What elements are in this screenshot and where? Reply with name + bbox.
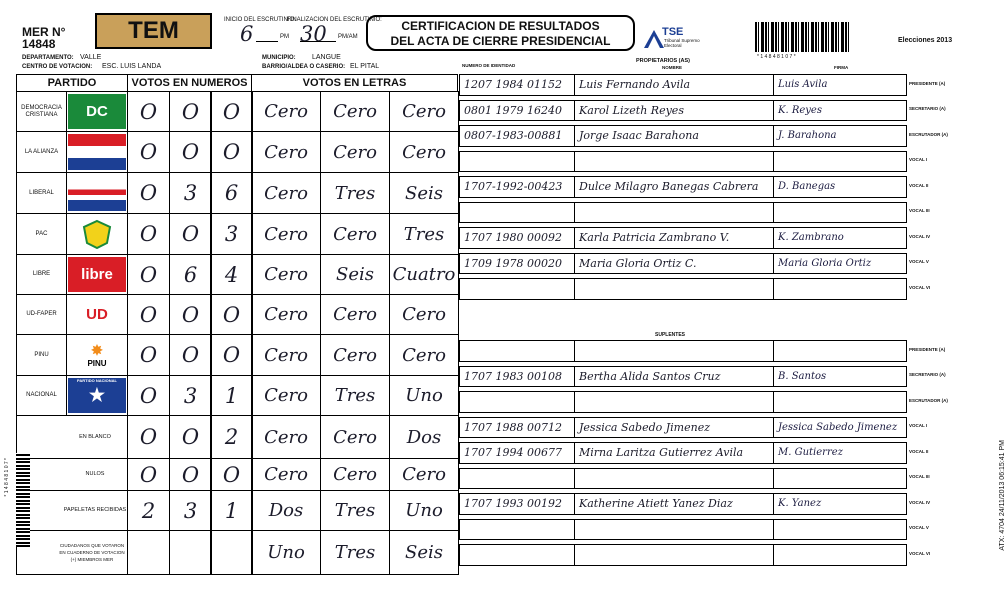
party-logo-2 xyxy=(66,172,128,214)
member-row xyxy=(459,519,929,545)
member-row xyxy=(459,391,948,417)
member-sign xyxy=(773,468,907,490)
party-logo-6: ✸ PINU xyxy=(66,334,128,376)
vote-digit: O xyxy=(127,375,170,416)
member-sign: Maria Gloria Ortiz xyxy=(773,253,907,275)
col-votos-letras: VOTOS EN LETRAS xyxy=(251,74,458,92)
vote-word: Uno xyxy=(389,375,459,416)
member-id: 1707-1992-00423 xyxy=(459,176,575,198)
vote-word: Tres xyxy=(320,375,390,416)
vote-word: Cero xyxy=(251,458,321,491)
member-role: VOCAL IV xyxy=(909,233,931,239)
vote-digit: O xyxy=(169,415,212,459)
member-id: 1707 1993 00192 xyxy=(459,493,575,515)
member-name: Katherine Atiett Yanez Diaz xyxy=(574,493,774,515)
vote-word: Tres xyxy=(320,490,390,531)
vote-word: Tres xyxy=(320,172,390,214)
row-name-7: NACIONAL xyxy=(16,375,67,416)
tem-box: TEM xyxy=(95,13,212,49)
member-row xyxy=(459,74,946,100)
row-name-10: PAPELETAS RECIBIDAS xyxy=(16,490,128,531)
centro-value: ESC. LUIS LANDA xyxy=(102,63,162,70)
member-sign xyxy=(773,519,907,541)
vote-digit: 6 xyxy=(210,172,253,214)
signatures-table xyxy=(459,72,948,588)
party-logo-1 xyxy=(66,131,128,173)
vote-digit: O xyxy=(127,91,170,132)
member-role: VOCAL V xyxy=(909,525,929,531)
barcode-top-number: * 1 4 8 4 8 1 0 7 * xyxy=(757,54,796,60)
member-role: VOCAL III xyxy=(909,208,930,214)
tse-logo: TSE Tribunal Supremo Electoral xyxy=(640,26,710,52)
member-role: VOCAL VI xyxy=(909,284,931,290)
vote-word: Tres xyxy=(389,213,459,255)
member-sign xyxy=(773,544,907,566)
vote-word: Cero xyxy=(251,375,321,416)
member-row xyxy=(459,468,930,494)
party-logo-5 xyxy=(66,294,128,335)
vote-digit: O xyxy=(127,415,170,459)
vote-digit: O xyxy=(169,294,212,335)
nombre-label: NOMBRE xyxy=(662,65,682,70)
vote-digit: 6 xyxy=(169,254,212,295)
member-role: PRESIDENTE (A) xyxy=(909,80,946,86)
vote-digit: O xyxy=(169,213,212,255)
vote-word: Cero xyxy=(251,334,321,376)
vote-digit: O xyxy=(210,294,253,335)
member-sign xyxy=(773,391,907,413)
row-name-11: CIUDADANOS QUE VOTARON EN CUADERNO DE VOTACION (+) MIEMBROS MER xyxy=(16,530,128,575)
member-name xyxy=(574,519,774,541)
member-row xyxy=(459,176,929,202)
member-sign: M. Gutierrez xyxy=(773,442,907,464)
municipio-label: MUNICIPIO: xyxy=(262,55,296,61)
member-sign: Luis Avila xyxy=(773,74,907,96)
mer-number: MER N° 14848 xyxy=(22,25,66,51)
pm-label: PM xyxy=(280,34,289,40)
member-sign: Jessica Sabedo Jimenez xyxy=(773,417,907,439)
vote-digit: O xyxy=(127,131,170,173)
vote-grid xyxy=(16,74,458,588)
member-row xyxy=(459,278,931,304)
row-name-9: NULOS xyxy=(16,458,128,491)
member-row xyxy=(459,202,930,228)
inicio-label: INICIO DEL ESCRUTINIO: xyxy=(224,17,296,23)
member-role: VOCAL II xyxy=(909,182,929,188)
vote-word: Seis xyxy=(389,172,459,214)
member-role: VOCAL II xyxy=(909,448,929,454)
vote-digit: O xyxy=(127,458,170,491)
vote-word: Cero xyxy=(251,172,321,214)
vote-digit: O xyxy=(169,131,212,173)
vote-digit: O xyxy=(127,334,170,376)
vote-digit: O xyxy=(169,458,212,491)
vote-word: Cero xyxy=(389,458,459,491)
vote-digit: 3 xyxy=(169,490,212,531)
member-role: SECRETARIO (A) xyxy=(909,372,946,378)
member-sign xyxy=(773,202,907,224)
member-sign xyxy=(773,151,907,173)
member-name: Bertha Alida Santos Cruz xyxy=(574,366,774,388)
vote-word: Cero xyxy=(320,294,390,335)
member-role: VOCAL III xyxy=(909,474,930,480)
vote-word: Cero xyxy=(320,131,390,173)
member-sign: K. Reyes xyxy=(773,100,907,122)
vote-word: Uno xyxy=(251,530,321,575)
side-stamp: ATX: 4704 24/11/2013 06:15:41 PM xyxy=(999,440,1006,551)
member-sign: J. Barahona xyxy=(773,125,907,147)
member-id: 1707 1983 00108 xyxy=(459,366,575,388)
vote-word: Cero xyxy=(251,213,321,255)
member-id: 0801 1979 16240 xyxy=(459,100,575,122)
party-logo-text-6: PINU xyxy=(87,359,107,368)
party-logo-text-5: UD xyxy=(86,306,108,323)
vote-digit: O xyxy=(127,172,170,214)
member-name xyxy=(574,278,774,300)
numero-identidad-label: NUMERO DE IDENTIDAD xyxy=(462,63,516,68)
member-id: 1709 1978 00020 xyxy=(459,253,575,275)
vote-word: Cero xyxy=(320,458,390,491)
vote-word: Cero xyxy=(251,294,321,335)
barcode-left xyxy=(16,453,30,547)
col-votos-numeros: VOTOS EN NUMEROS xyxy=(127,74,252,92)
member-id xyxy=(459,519,575,541)
member-id xyxy=(459,151,575,173)
vote-word: Cero xyxy=(251,131,321,173)
party-logo-0 xyxy=(66,91,128,132)
member-id xyxy=(459,340,575,362)
member-name xyxy=(574,391,774,413)
member-sign: K. Zambrano xyxy=(773,227,907,249)
party-logo-text-4: libre xyxy=(81,266,113,283)
member-row xyxy=(459,417,928,443)
vote-word: Cero xyxy=(320,334,390,376)
centro-label: CENTRO DE VOTACION: xyxy=(22,64,93,70)
vote-digit: 1 xyxy=(210,375,253,416)
vote-word: Cero xyxy=(389,91,459,132)
vote-digit: 1 xyxy=(210,490,253,531)
member-id xyxy=(459,278,575,300)
row-name-2: LIBERAL xyxy=(16,172,67,214)
member-name xyxy=(574,202,774,224)
vote-digit: O xyxy=(127,254,170,295)
member-name: Jorge Isaac Barahona xyxy=(574,125,774,147)
member-id xyxy=(459,391,575,413)
member-row xyxy=(459,366,946,392)
vote-word: Cero xyxy=(251,91,321,132)
vote-digit: O xyxy=(210,131,253,173)
vote-digit: O xyxy=(210,91,253,132)
member-row xyxy=(459,442,929,468)
member-role: VOCAL V xyxy=(909,259,929,265)
vote-digit: O xyxy=(210,334,253,376)
member-id xyxy=(459,202,575,224)
member-id: 1707 1980 00092 xyxy=(459,227,575,249)
firma-label: FIRMA xyxy=(834,65,849,70)
member-sign: K. Yanez xyxy=(773,493,907,515)
vote-word: Cero xyxy=(320,415,390,459)
row-name-6: PINU xyxy=(16,334,67,376)
member-row xyxy=(459,151,928,177)
member-name: Karol Lizeth Reyes xyxy=(574,100,774,122)
departamento-value: VALLE xyxy=(80,54,102,61)
member-role: SECRETARIO (A) xyxy=(909,106,946,112)
member-name xyxy=(574,151,774,173)
vote-word: Dos xyxy=(251,490,321,531)
member-sign: B. Santos xyxy=(773,366,907,388)
vote-word: Seis xyxy=(389,530,459,575)
vote-digit: 3 xyxy=(169,172,212,214)
row-name-5: UD-FAPER xyxy=(16,294,67,335)
member-role: VOCAL IV xyxy=(909,499,931,505)
vote-digit: 3 xyxy=(210,213,253,255)
member-role: PRESIDENTE (A) xyxy=(909,346,946,352)
suplentes-label: SUPLENTES xyxy=(655,332,686,338)
document-title: CERTIFICACION DE RESULTADOS DEL ACTA DE CIERRE PRESIDENCIAL xyxy=(366,15,635,51)
party-logo-7: PARTIDO NACIONAL ★ xyxy=(66,375,128,416)
vote-word: Cero xyxy=(320,213,390,255)
member-row xyxy=(459,544,931,570)
member-name xyxy=(574,468,774,490)
finalizacion-label: FINALIZACION DEL ESCRUTINIO: xyxy=(287,17,382,23)
member-role: VOCAL I xyxy=(909,423,928,429)
vote-word: Tres xyxy=(320,530,390,575)
member-role: VOCAL I xyxy=(909,157,928,163)
member-row xyxy=(459,253,929,279)
pm-am-label: PM/AM xyxy=(338,34,358,40)
vote-word: Cero xyxy=(320,91,390,132)
member-name: Karla Patricia Zambrano V. xyxy=(574,227,774,249)
vote-word: Cuatro xyxy=(389,254,459,295)
propietarios-label: PROPIETARIOS (AS) xyxy=(636,58,690,64)
member-name: Luis Fernando Avila xyxy=(574,74,774,96)
barrio-value: EL PITAL xyxy=(350,63,380,70)
member-id: 1707 1994 00677 xyxy=(459,442,575,464)
member-name: Mirna Laritza Gutierrez Avila xyxy=(574,442,774,464)
member-name xyxy=(574,544,774,566)
member-id: 0807-1983-00881 xyxy=(459,125,575,147)
vote-word: Cero xyxy=(389,294,459,335)
row-name-3: PAC xyxy=(16,213,67,255)
member-id xyxy=(459,468,575,490)
vote-word: Seis xyxy=(320,254,390,295)
inicio-hour: 6 xyxy=(240,22,254,46)
vote-digit: 4 xyxy=(210,254,253,295)
vote-word: Cero xyxy=(389,334,459,376)
vote-digit: O xyxy=(169,334,212,376)
elecciones-logo: Elecciones 2013 xyxy=(898,37,953,44)
party-logo-4 xyxy=(66,254,128,295)
row-name-8: EN BLANCO xyxy=(16,415,128,459)
member-name xyxy=(574,340,774,362)
member-row xyxy=(459,125,948,151)
member-name: Jessica Sabedo Jimenez xyxy=(574,417,774,439)
member-role: ESCRUTADOR (A) xyxy=(909,397,948,403)
vote-digit: 3 xyxy=(169,375,212,416)
member-row xyxy=(459,340,946,366)
vote-word: Uno xyxy=(389,490,459,531)
member-row xyxy=(459,227,931,253)
member-id xyxy=(459,544,575,566)
fin-minutes: 30 xyxy=(300,22,327,46)
member-row xyxy=(459,493,931,519)
member-id: 1707 1988 00712 xyxy=(459,417,575,439)
member-role: ESCRUTADOR (A) xyxy=(909,131,948,137)
barcode-left-number: * 1 4 8 4 8 1 0 7 * xyxy=(4,458,10,497)
member-name: Maria Gloria Ortiz C. xyxy=(574,253,774,275)
member-role: VOCAL VI xyxy=(909,550,931,556)
vote-word: Dos xyxy=(389,415,459,459)
vote-digit: O xyxy=(127,294,170,335)
vote-word: Cero xyxy=(251,254,321,295)
member-sign: D. Banegas xyxy=(773,176,907,198)
party-logo-text-7: PARTIDO NACIONAL xyxy=(77,378,117,383)
member-id: 1207 1984 01152 xyxy=(459,74,575,96)
row-name-0: DEMOCRACIA CRISTIANA xyxy=(16,91,67,132)
departamento-label: DEPARTAMENTO: xyxy=(22,55,74,61)
vote-digit: O xyxy=(210,458,253,491)
vote-digit: O xyxy=(127,213,170,255)
row-name-4: LIBRE xyxy=(16,254,67,295)
vote-digit xyxy=(169,530,212,575)
member-sign xyxy=(773,340,907,362)
vote-digit xyxy=(127,530,170,575)
col-partido: PARTIDO xyxy=(16,74,128,92)
member-sign xyxy=(773,278,907,300)
vote-digit: 2 xyxy=(127,490,170,531)
vote-word: Cero xyxy=(389,131,459,173)
vote-digit xyxy=(210,530,253,575)
barcode-top xyxy=(755,22,851,52)
vote-word: Cero xyxy=(251,415,321,459)
barrio-label: BARRIO/ALDEA O CASERIO: xyxy=(262,64,346,70)
row-name-1: LA ALIANZA xyxy=(16,131,67,173)
municipio-value: LANGUE xyxy=(312,54,341,61)
member-name: Dulce Milagro Banegas Cabrera xyxy=(574,176,774,198)
party-logo-text-0: DC xyxy=(86,103,108,120)
party-logo-3 xyxy=(66,213,128,255)
member-row xyxy=(459,100,946,126)
vote-digit: 2 xyxy=(210,415,253,459)
vote-digit: O xyxy=(169,91,212,132)
